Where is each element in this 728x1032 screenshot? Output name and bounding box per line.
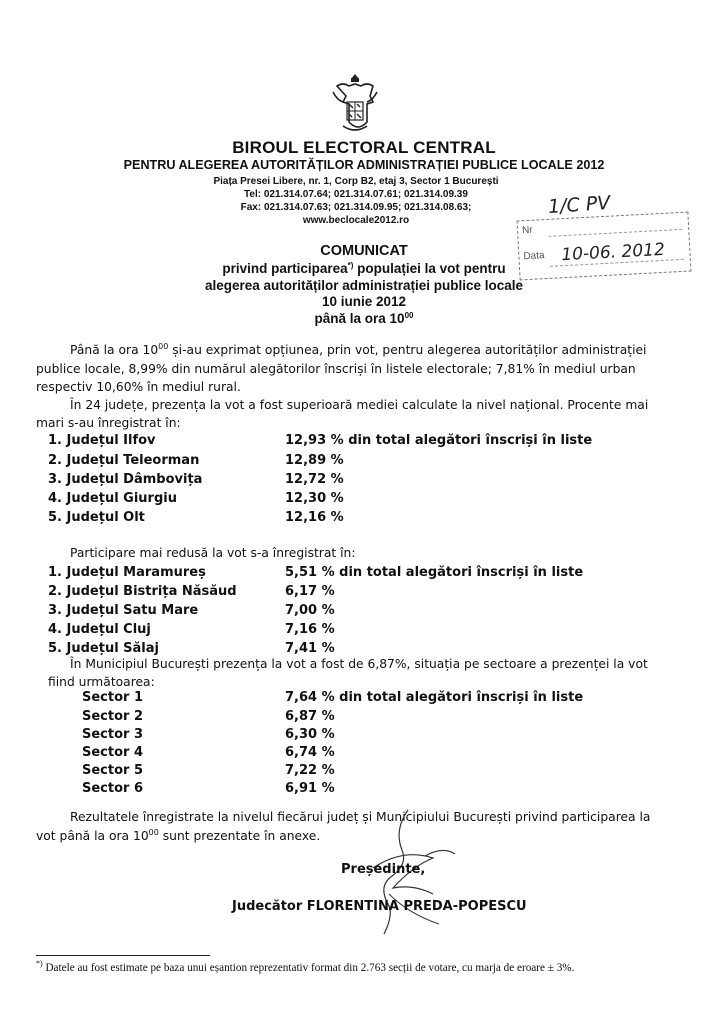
communique-title: COMUNICAT (320, 243, 408, 259)
communique-date: 10 iunie 2012 (321, 294, 407, 309)
intro-paragraph-line: Până la ora $10^{00}$ și-au exprimat opțiunea, prin vot, pentru alegerea autorităților administrației (70, 342, 647, 357)
stamp-nr-label: Nr (521, 224, 533, 237)
low-participation-intro: Participare mai redusă la vot s-a înregistrat în: (70, 546, 356, 560)
communique-time: până la ora $10^{00}$ (314, 311, 414, 326)
intro-paragraph-line: publice locale, 8,99% din numărul alegătorilor înscriși în listele electorale; 7,81% în mediul urban (36, 362, 636, 376)
handwritten-note: 1/C PV (547, 191, 611, 219)
coat-of-arms-icon (331, 72, 379, 134)
header-website: www.beclocale2012.ro (302, 215, 410, 226)
header-fax: Fax: 021.314.07.63; 021.314.09.95; 021.314.08.63; (240, 202, 472, 213)
closing-paragraph-line: Rezultatele înregistrate la nivelul fiecărui județ și Municipiului București privind participarea la (70, 810, 651, 824)
footnote-divider (36, 955, 210, 956)
communique-line-1: privind participarea*) populației la vot pentru (222, 261, 506, 276)
footnote: *) Datele au fost estimate pe baza unui eșantion reprezentativ format din 2.763 secții de votare, cu marja de eroare ± 3%. (36, 959, 575, 974)
stamp-data-label: Data (523, 250, 545, 263)
communique-line-2: alegerea autorităților administrației publice locale (204, 278, 524, 293)
stamp-line (548, 229, 682, 237)
document-page: BIROUL ELECTORAL CENTRAL PENTRU ALEGEREA AUTORITĂȚILOR ADMINISTRAȚIEI PUBLICE LOCALE 2012 Piața Presei Libere, nr. 1, Corp B2, etaj 3, Sector 1 București Tel: 021.314.07.64; 021.314.07.61; 021.314.09.39 Fax: 021.314.07.63; 021.314.09.95; 021.314.08.63; www.beclocale2012.ro 1/C PV Nr Data 10-06. 2012 COMUNICAT privind participarea*) populației la vot pentru alegerea autorităților administrației publice locale 10 iunie 2012 până la ora $10^{00}$ Până la ora $10^{00}$ și-au exprimat opțiunea, prin vot, pentru alegerea autorităților administrației publice locale, 8,99% din numărul alegătorilor înscriși în listele electorale; 7,81% în mediul urban respectiv 10,60% în mediul rural. În 24 județe, prezența la vot a fost superioară mediei calculate la nivel național. Procente mai mari s-au înregistrat în: 1. Județul Ilfov 12,93 % din total alegători înscriși în liste 2. Județul Teleorman 12,89 % 3. Județul Dâmbovița 12,72 % 4. Județul Giurgiu 12,30 % 5. Județul Olt 12,16 % Participare mai redusă la vot s-a înregistrat în: 1. Județul Maramureș 5,51 % din total alegători înscriși în liste 2. Județul Bistrița Năsăud 6,17 % 3. Județul Satu Mare 7,00 % 4. Județul Cluj 7,16 % 5. Județul Sălaj 7,41 % În Municipiul București prezența la vot a fost de 6,87%, situația pe sectoare a prezenței la vot fiind următoarea: Sector 1 7,64 % din total alegători înscriși în liste Sector 2 6,87 % Sector 3 6,30 % Sector 4 6,74 % Sector 5 7,22 % Sector 6 6,91 % Rezultatele înregistrate la nivelul fiecărui județ și Municipiului București privind participarea la vot până la ora $10^{00}$ sunt prezentate în anexe. Președinte, Judecător FLORENTINA PREDA-POPESCU *) Datele au fost estimate pe baza unui eșantion reprezentativ format din 2.763 secții de votare, cu marja de eroare ± 3%. (0, 0, 728, 1032)
header-subtitle: PENTRU ALEGEREA AUTORITĂȚILOR ADMINISTRAȚIEI PUBLICE LOCALE 2012 (123, 158, 605, 172)
header-address: Piața Presei Libere, nr. 1, Corp B2, etaj 3, Sector 1 București (213, 176, 499, 187)
closing-paragraph-line: vot până la ora $10^{00}$ sunt prezentate în anexe. (36, 828, 321, 843)
bucharest-paragraph-line: În Municipiul București prezența la vot a fost de 6,87%, situația pe sectoare a prezenței la vot (70, 657, 648, 671)
signatory-name: Judecător FLORENTINA PREDA-POPESCU (232, 899, 527, 914)
header-title: BIROUL ELECTORAL CENTRAL (232, 138, 496, 157)
intro-paragraph-line: În 24 județe, prezența la vot a fost superioară mediei calculate la nivel național. Procente mai (70, 398, 649, 412)
intro-paragraph-line: respectiv 10,60% în mediul rural. (36, 380, 241, 394)
bucharest-paragraph-line: fiind următoarea: (48, 675, 155, 689)
intro-paragraph-line: mari s-au înregistrat în: (36, 416, 181, 430)
signature-role: Președinte, (341, 862, 426, 877)
header-phone: Tel: 021.314.07.64; 021.314.07.61; 021.314.09.39 (244, 189, 468, 200)
stamp-date: 10-06. 2012 (560, 239, 666, 266)
